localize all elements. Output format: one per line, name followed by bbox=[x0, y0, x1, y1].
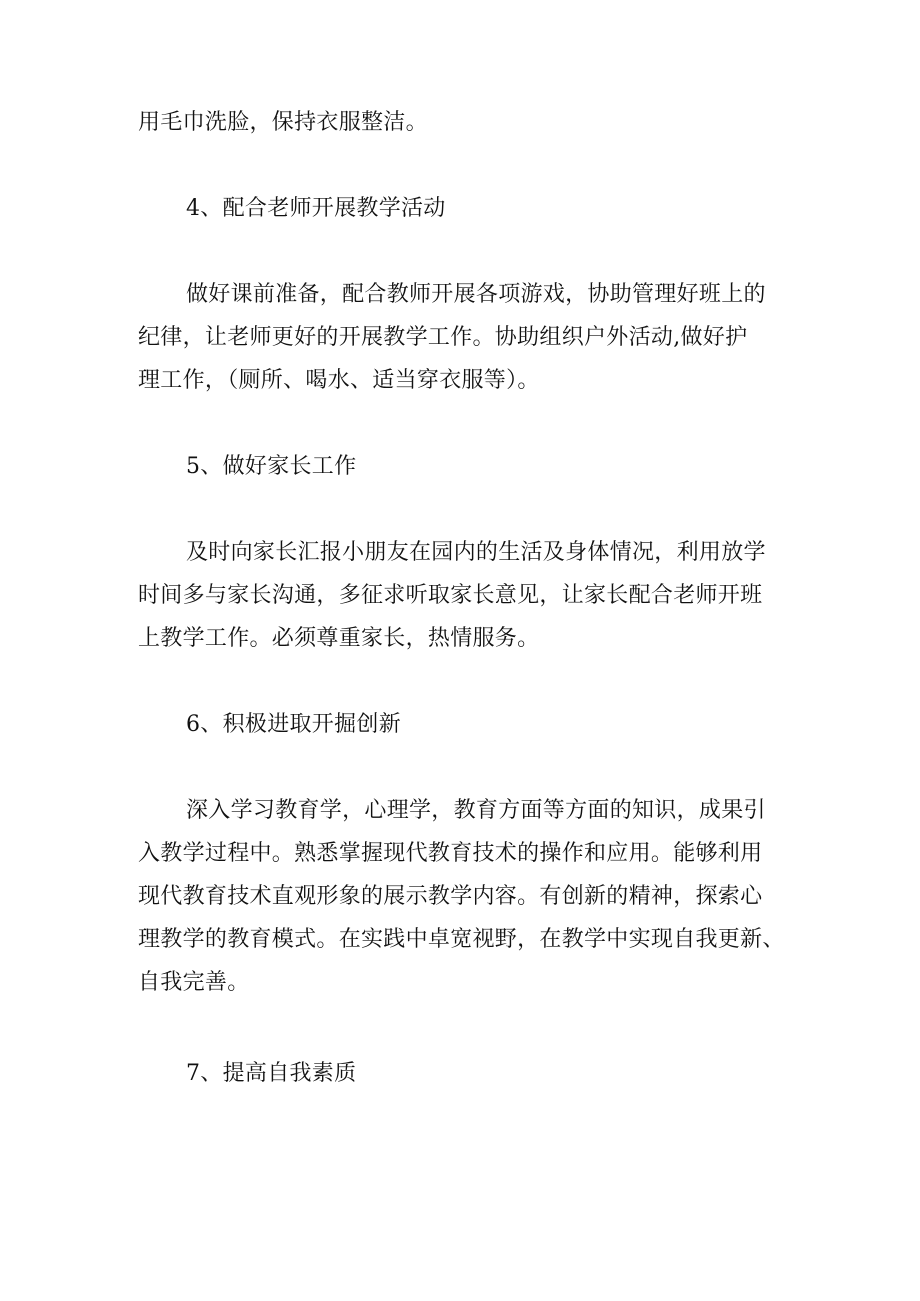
section-heading-4: 4、配合老师开展教学活动 bbox=[186, 196, 446, 221]
paragraph-line: 用毛巾洗脸，保持衣服整洁。 bbox=[138, 110, 428, 135]
section-heading-5: 5、做好家长工作 bbox=[186, 454, 357, 479]
paragraph-line: 上教学工作。必须尊重家长，热情服务。 bbox=[138, 626, 540, 651]
paragraph-line: 理教学的教育模式。在实践中卓宽视野，在教学中实现自我更新、 bbox=[138, 927, 785, 952]
paragraph-line: 纪律，让老师更好的开展教学工作。协助组织户外活动,做好护 bbox=[138, 325, 748, 350]
section-heading-6: 6、积极进取开掘创新 bbox=[186, 712, 401, 737]
paragraph-line: 时间多与家长沟通，多征求听取家长意见，让家长配合老师开班 bbox=[138, 583, 763, 608]
section-heading-7: 7、提高自我素质 bbox=[186, 1061, 357, 1086]
paragraph-line: 理工作，（厕所、喝水、适当穿衣服等）。 bbox=[138, 368, 540, 393]
paragraph-line: 做好课前准备，配合教师开展各项游戏，协助管理好班上的 bbox=[186, 282, 766, 307]
paragraph-line: 深入学习教育学，心理学，教育方面等方面的知识，成果引 bbox=[186, 798, 766, 823]
paragraph-line: 自我完善。 bbox=[138, 970, 250, 995]
paragraph-line: 及时向家长汇报小朋友在园内的生活及身体情况，利用放学 bbox=[186, 540, 766, 565]
paragraph-line: 入教学过程中。熟悉掌握现代教育技术的操作和应用。能够利用 bbox=[138, 841, 763, 866]
paragraph-line: 现代教育技术直观形象的展示教学内容。有创新的精神，探索心 bbox=[138, 884, 763, 909]
